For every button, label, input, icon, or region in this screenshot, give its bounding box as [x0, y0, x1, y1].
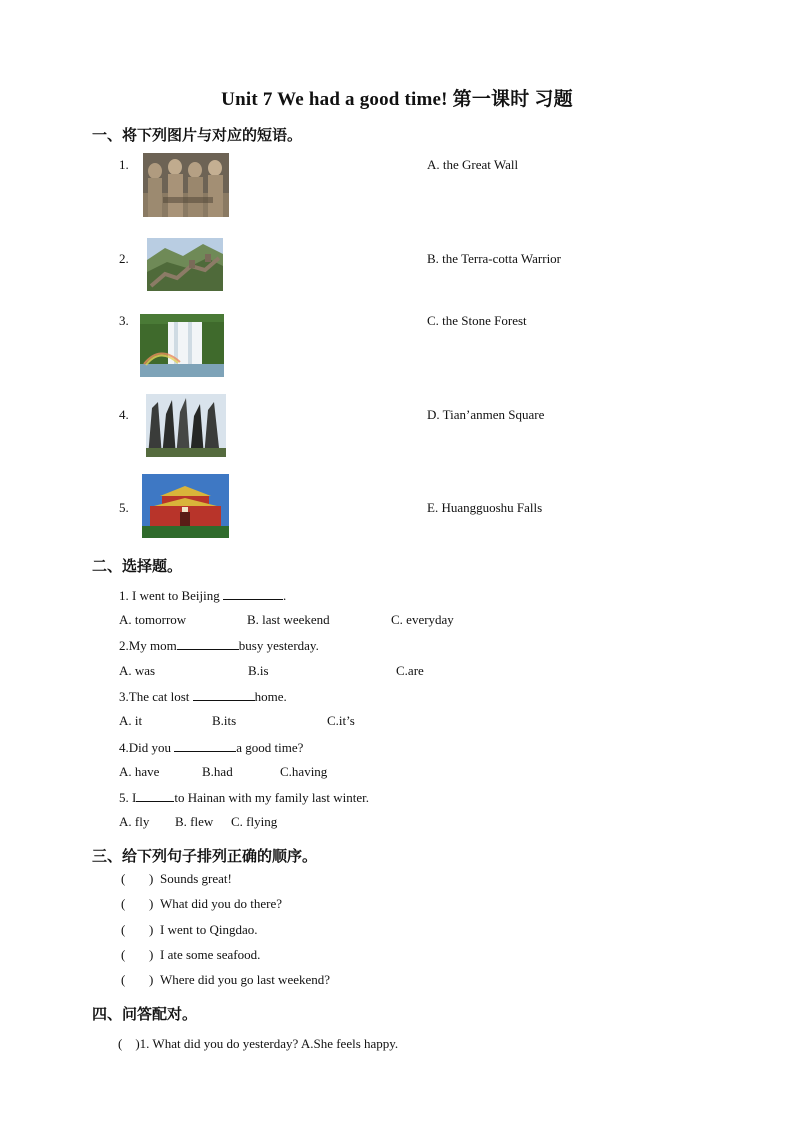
section-3-heading: 三、给下列句子排列正确的顺序。	[92, 847, 318, 865]
choice-b: B. last weekend	[247, 612, 330, 627]
choice-c: C. flying	[231, 814, 278, 829]
order-paren-close: )	[149, 871, 154, 886]
section-1-heading: 一、将下列图片与对应的短语。	[92, 126, 303, 144]
match-number: 5.	[119, 500, 129, 515]
match-number: 2.	[119, 251, 129, 266]
answer-blank[interactable]	[174, 739, 236, 752]
order-paren-close: )	[149, 947, 154, 962]
qa-pair	[118, 1036, 398, 1052]
match-number: 4.	[119, 407, 129, 422]
choice-a: A. tomorrow	[119, 612, 187, 627]
order-paren-close: )	[149, 896, 154, 911]
answer-blank[interactable]	[177, 637, 239, 650]
choice-b: B.its	[212, 713, 237, 728]
order-paren-open: (	[121, 871, 126, 886]
great-wall-image	[147, 238, 223, 291]
question-2: 2.My mom busy yesterday.	[119, 638, 319, 653]
option-c: C. the Stone Forest	[427, 313, 527, 328]
terracotta-warriors-image	[143, 153, 229, 217]
order-sentence: What did you do there?	[160, 896, 283, 911]
page-title: Unit 7 We had a good time! 第一课时 习题	[221, 89, 573, 110]
choice-c: C.having	[280, 764, 328, 779]
choice-b: B.had	[202, 764, 233, 779]
choice-c: C.are	[396, 663, 424, 678]
section-4-heading: 四、问答配对。	[92, 1005, 198, 1023]
section-2-heading: 二、选择题。	[92, 557, 183, 575]
order-paren-open: (	[121, 896, 126, 911]
order-paren-close: )	[149, 972, 154, 987]
qa-paren: ( )	[118, 1036, 140, 1051]
waterfall-image	[140, 314, 224, 377]
question-5: 5. I to Hainan with my family last winter.	[119, 790, 369, 805]
answer-blank[interactable]	[223, 587, 283, 600]
order-paren-open: (	[121, 972, 126, 987]
stone-forest-image	[146, 394, 226, 457]
order-sentence: Sounds great!	[160, 871, 232, 886]
order-sentence: I went to Qingdao.	[160, 922, 258, 937]
order-paren-open: (	[121, 922, 126, 937]
option-b: B. the Terra-cotta Warrior	[427, 251, 562, 266]
qa-question: 1. What did you do yesterday?	[139, 1036, 299, 1051]
choice-a: A. it	[119, 713, 143, 728]
match-number: 3.	[119, 313, 129, 328]
order-paren-close: )	[149, 922, 154, 937]
qa-answer: A.She feels happy.	[300, 1036, 399, 1051]
choice-c: C.it’s	[327, 713, 355, 728]
question-4: 4.Did you a good time?	[119, 740, 304, 755]
order-sentence: Where did you go last weekend?	[160, 972, 331, 987]
choice-b: B. flew	[175, 814, 214, 829]
choice-b: B.is	[248, 663, 269, 678]
option-a: A. the Great Wall	[427, 157, 519, 172]
order-sentence: I ate some seafood.	[160, 947, 261, 962]
question-3: 3.The cat lost home.	[119, 689, 287, 704]
choice-a: A. have	[119, 764, 160, 779]
option-d: D. Tian’anmen Square	[427, 407, 545, 422]
answer-blank[interactable]	[136, 789, 174, 802]
answer-blank[interactable]	[193, 688, 255, 701]
order-paren-open: (	[121, 947, 126, 962]
match-number: 1.	[119, 157, 129, 172]
choice-c: C. everyday	[391, 612, 454, 627]
question-1: 1. I went to Beijing .	[119, 588, 287, 603]
tiananmen-image	[142, 474, 229, 538]
choice-a: A. fly	[119, 814, 150, 829]
option-e: E. Huangguoshu Falls	[427, 500, 543, 515]
choice-a: A. was	[119, 663, 156, 678]
